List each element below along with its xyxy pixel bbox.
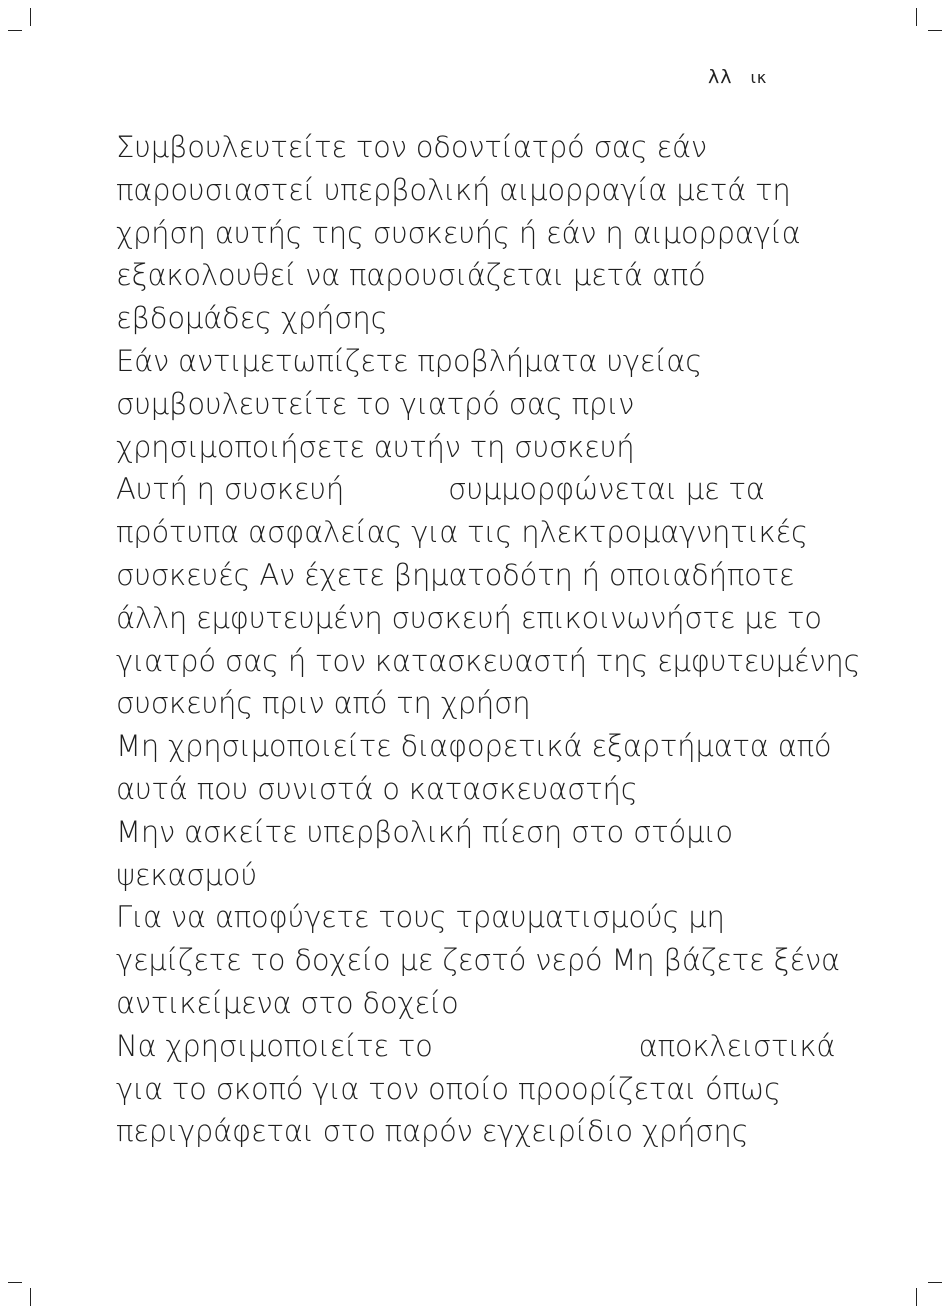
text-line: ψεκασμού	[116, 857, 257, 892]
crop-mark	[30, 8, 31, 26]
text-line: συσκευές Αν έχετε βηματοδότη ή οποιαδήποτε	[116, 557, 795, 592]
crop-mark	[916, 1288, 917, 1306]
text-line: Εάν αντιμετωπίζετε προβλήματα υγείας	[116, 343, 703, 378]
paragraph	[116, 468, 876, 725]
text-line: γεμίζετε το δοχείο με ζεστό νερό Μη βάζετε ξένα	[116, 943, 840, 978]
text-line: γιατρό σας ή τον κατασκευαστή της εμφυτευμένης	[116, 643, 861, 678]
text-line: χρήση αυτής της συσκευής ή εάν η αιμορραγία	[116, 215, 801, 250]
page-header	[708, 66, 767, 88]
header-language: λλ	[708, 66, 733, 88]
text-line: Μην ασκείτε υπερβολική πίεση στο στόμιο	[116, 814, 733, 849]
paragraph	[116, 126, 876, 340]
crop-mark	[916, 8, 917, 26]
paragraph	[116, 811, 876, 897]
text-line: συσκευής πριν από τη χρήση	[116, 686, 531, 721]
paragraph	[116, 340, 876, 468]
text-line: αυτά που συνιστά ο κατασκευαστής	[116, 771, 638, 806]
text-fragment: συμμορφώνεται με τα	[448, 472, 765, 507]
text-line: αντικείμενα στο δοχείο	[116, 985, 459, 1020]
paragraph	[116, 725, 876, 811]
text-line	[116, 468, 876, 511]
text-line: χρησιμοποιήσετε αυτήν τη συσκευή	[116, 429, 635, 464]
text-line: Συμβουλευτείτε τον οδοντίατρό σας εάν	[116, 130, 707, 164]
text-line: εβδομάδες χρήσης	[116, 301, 388, 336]
crop-mark	[8, 30, 22, 31]
text-line: περιγράφεται στο παρόν εγχειρίδιο χρήσης	[116, 1114, 749, 1149]
paragraph	[116, 896, 876, 1024]
text-line: για το σκοπό για τον οποίο προορίζεται όπως	[116, 1071, 781, 1106]
text-line: εξακολουθεί να παρουσιάζεται μετά από	[116, 258, 706, 293]
text-line: συμβουλευτείτε το γιατρό σας πριν	[116, 386, 635, 421]
text-line: Για να αποφύγετε τους τραυματισμούς μη	[116, 900, 725, 935]
crop-mark	[928, 1282, 942, 1283]
text-fragment: Αυτή η συσκευή	[116, 472, 345, 507]
text-line: άλλη εμφυτευμένη συσκευή επικοινωνήστε με το	[116, 600, 822, 635]
text-line: Μη χρησιμοποιείτε διαφορετικά εξαρτήματα από	[116, 729, 832, 764]
text-line: πρότυπα ασφαλείας για τις ηλεκτρομαγνητικές	[116, 515, 808, 550]
body-text	[116, 126, 876, 1153]
text-line: παρουσιαστεί υπερβολική αιμορραγία μετά τη	[116, 172, 791, 207]
header-code: ικ	[750, 68, 768, 87]
crop-mark	[8, 1282, 22, 1283]
text-line	[116, 1025, 876, 1068]
paragraph	[116, 1025, 876, 1153]
text-fragment: Να χρησιμοποιείτε το	[116, 1028, 433, 1063]
crop-mark	[928, 30, 942, 31]
text-fragment: αποκλειστικά	[638, 1028, 836, 1063]
crop-mark	[30, 1288, 31, 1306]
